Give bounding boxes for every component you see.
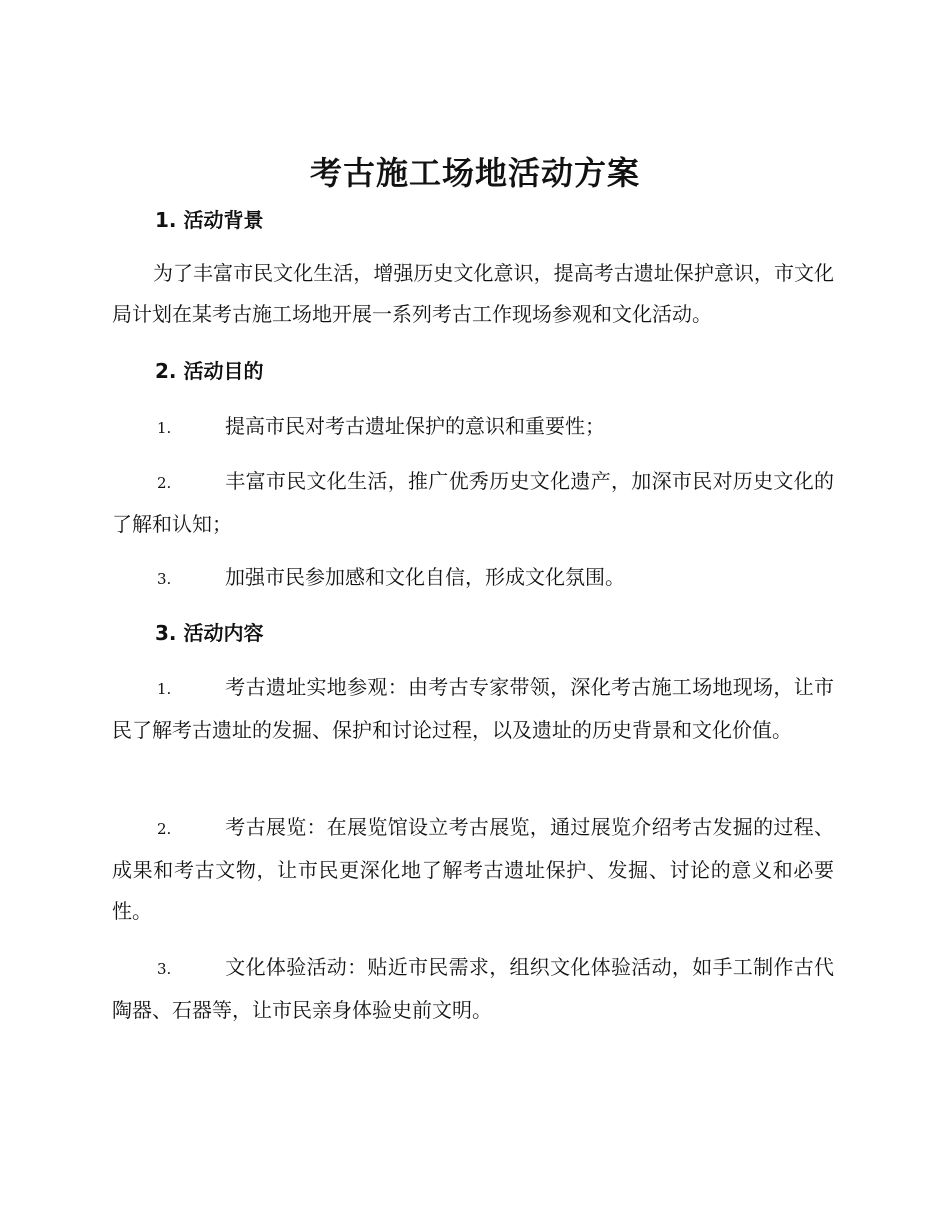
list-item bbox=[112, 947, 834, 1031]
list-item-number: 3. bbox=[157, 960, 172, 978]
list-item-text: 加强市民参加感和文化自信，形成文化氛围。 bbox=[225, 565, 625, 589]
section-heading-content: 3. 活动内容 bbox=[155, 621, 264, 645]
list-item bbox=[112, 461, 834, 545]
document-title: 考古施工场地活动方案 bbox=[309, 154, 640, 192]
list-item bbox=[112, 406, 834, 449]
section-heading-purpose: 2. 活动目的 bbox=[155, 359, 264, 383]
list-item-number: 2. bbox=[157, 820, 172, 838]
list-item-number: 3. bbox=[157, 570, 172, 588]
section-paragraph-background: 为了丰富市民文化生活，增强历史文化意识，提高考古遗址保护意识，市文化局计划在某考古施工场地开展一系列考古工作现场参观和文化活动。 bbox=[112, 261, 834, 326]
list-item-text: 考古遗址实地参观：由考古专家带领，深化考古施工场地现场，让市民了解考古遗址的发掘、保护和讨论过程，以及遗址的历史背景和文化价值。 bbox=[112, 675, 834, 742]
list-item-text: 丰富市民文化生活，推广优秀历史文化遗产，加深市民对历史文化的了解和认知； bbox=[112, 469, 834, 536]
list-item bbox=[112, 807, 834, 932]
list-item-number: 2. bbox=[157, 474, 172, 492]
list-item-text: 考古展览：在展览馆设立考古展览，通过展览介绍考古发掘的过程、成果和考古文物，让市民更深化地了解考古遗址保护、发掘、讨论的意义和必要性。 bbox=[112, 815, 834, 923]
list-item-text: 文化体验活动：贴近市民需求，组织文化体验活动，如手工制作古代陶器、石器等，让市民亲身体验史前文明。 bbox=[112, 955, 834, 1022]
list-item bbox=[112, 667, 834, 751]
list-item-number: 1. bbox=[157, 680, 172, 698]
list-item bbox=[112, 557, 834, 600]
list-item-number: 1. bbox=[157, 419, 172, 437]
list-item-text: 提高市民对考古遗址保护的意识和重要性； bbox=[225, 414, 605, 438]
section-heading-background: 1. 活动背景 bbox=[155, 208, 264, 232]
